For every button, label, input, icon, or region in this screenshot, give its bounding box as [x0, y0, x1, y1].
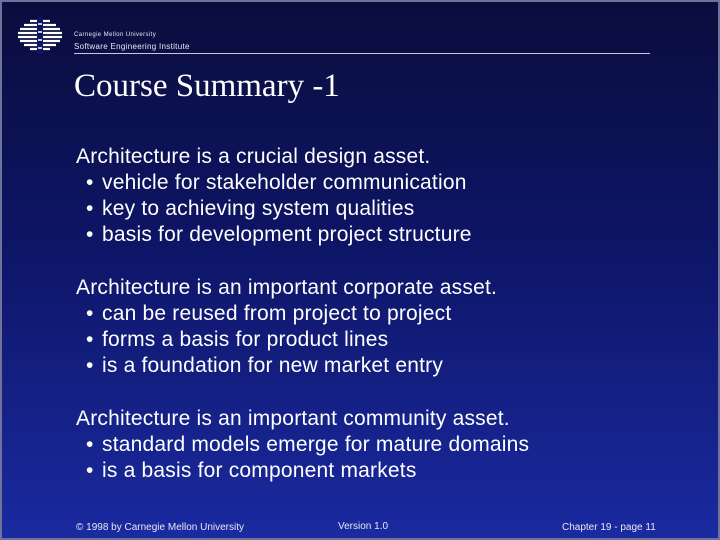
bullet-dot: • [86, 433, 94, 456]
org-university-label: Carnegie Mellon University [74, 32, 157, 38]
bullet-item [76, 432, 716, 458]
bullet-text: is a foundation for new market entry [102, 354, 444, 377]
bullet-dot: • [86, 197, 94, 220]
bullet-dot: • [86, 171, 94, 194]
bullet-item [76, 170, 716, 196]
bullet-dot: • [86, 223, 94, 246]
section-heading: Architecture is an important corporate asset. [76, 276, 498, 299]
bullet-dot: • [86, 354, 94, 377]
header-divider [74, 53, 650, 54]
section-heading: Architecture is a crucial design asset. [76, 145, 431, 168]
bullet-dot: • [86, 459, 94, 482]
footer-page-number: Chapter 19 - page 11 [562, 522, 656, 533]
bullet-text: standard models emerge for mature domains [102, 433, 530, 456]
bullet-item [76, 458, 716, 484]
slide-body [76, 144, 716, 511]
bullet-dot: • [86, 328, 94, 351]
bullet-dot: • [86, 302, 94, 325]
bullet-text: forms a basis for product lines [102, 328, 389, 351]
bullet-item [76, 196, 716, 222]
bullet-item [76, 353, 716, 379]
section-heading: Architecture is an important community asset. [76, 407, 510, 430]
bullet-item [76, 301, 716, 327]
bullet-text: can be reused from project to project [102, 302, 452, 325]
bullet-text: key to achieving system qualities [102, 197, 415, 220]
bullet-text: is a basis for component markets [102, 459, 417, 482]
section-corporate-asset [76, 275, 716, 379]
section-design-asset [76, 144, 716, 248]
footer-copyright: © 1998 by Carnegie Mellon University [76, 522, 245, 533]
bullet-item [76, 222, 716, 248]
slide-title: Course Summary -1 [74, 68, 340, 104]
sei-logo-icon [16, 18, 64, 54]
bullet-text: basis for development project structure [102, 223, 472, 246]
bullet-item [76, 327, 716, 353]
section-community-asset [76, 406, 716, 484]
bullet-text: vehicle for stakeholder communication [102, 171, 467, 194]
footer-version: Version 1.0 [338, 521, 389, 532]
org-institute-label: Software Engineering Institute [74, 42, 190, 51]
